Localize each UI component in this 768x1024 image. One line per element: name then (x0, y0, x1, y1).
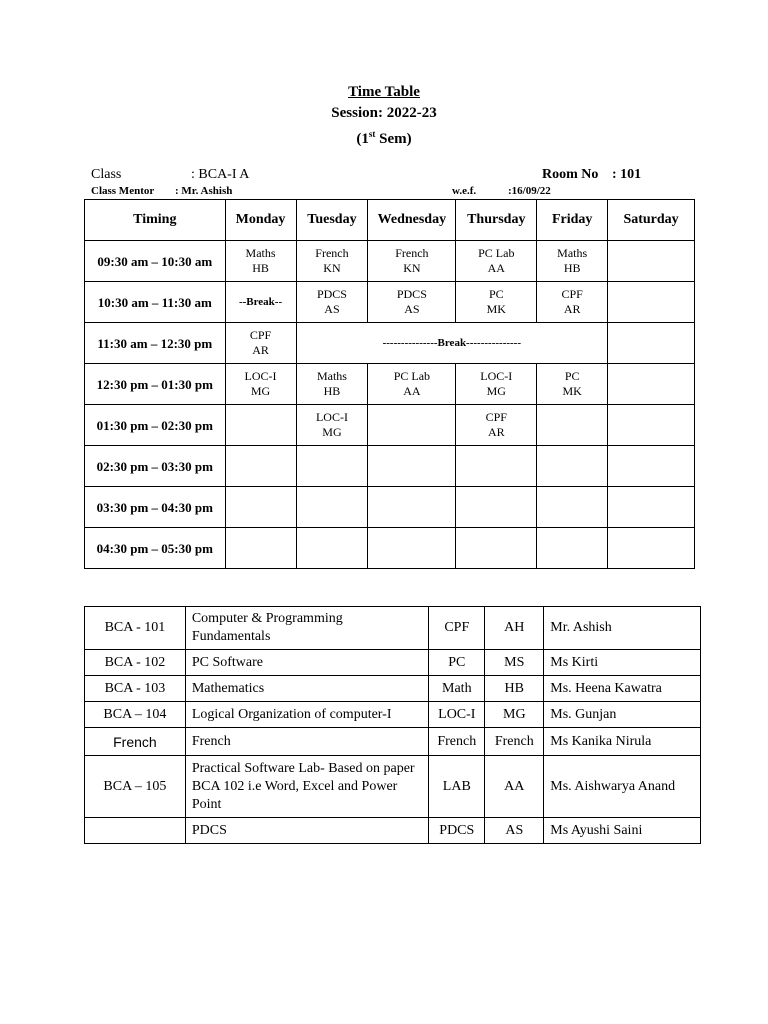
timing-cell: 11:30 am – 12:30 pm (85, 323, 226, 364)
teacher-initials: MS (485, 650, 544, 676)
subject: Maths (316, 369, 347, 383)
slot-cell-empty (537, 405, 608, 446)
subject: LOC-I (315, 410, 348, 424)
header-friday: Friday (537, 200, 608, 241)
slot-cell-empty (225, 528, 296, 569)
slot-cell (296, 405, 368, 446)
teacher-name: Ms Ayushi Saini (544, 818, 701, 844)
slot-cell (537, 241, 608, 282)
table-row (85, 756, 701, 818)
teacher: MG (486, 384, 506, 398)
header-tuesday: Tuesday (296, 200, 368, 241)
teacher-name: Ms. Heena Kawatra (544, 676, 701, 702)
teacher-name: Ms Kirti (544, 650, 701, 676)
sem-close: Sem) (375, 131, 412, 147)
slot-cell-empty (537, 446, 608, 487)
teacher-name: Ms. Aishwarya Anand (544, 756, 701, 818)
page-title: Time Table (348, 84, 420, 100)
subject: PC (564, 369, 580, 383)
wef-label: w.e.f. (452, 185, 477, 197)
slot-cell-empty (225, 487, 296, 528)
title-block (0, 82, 768, 150)
slot-cell-empty (368, 528, 456, 569)
teacher-initials: MG (485, 702, 544, 728)
teacher-initials: HB (485, 676, 544, 702)
teacher: MK (562, 384, 582, 398)
wef-value: :16/09/22 (508, 185, 551, 197)
teacher: AR (252, 343, 269, 357)
slot-cell-empty (225, 405, 296, 446)
slot-cell (456, 364, 537, 405)
subject-code: BCA – 104 (85, 702, 186, 728)
slot-cell (225, 323, 296, 364)
slot-cell (368, 282, 456, 323)
slot-cell-empty (368, 446, 456, 487)
slot-cell-empty (456, 446, 537, 487)
semester-label (0, 124, 768, 150)
slot-cell (368, 241, 456, 282)
room-value: : 101 (612, 167, 642, 182)
subject-code: BCA - 102 (85, 650, 186, 676)
slot-cell-empty (608, 446, 695, 487)
slot-cell-empty (608, 405, 695, 446)
header-saturday: Saturday (608, 200, 695, 241)
slot-cell-empty (608, 364, 695, 405)
teacher-name: Ms Kanika Nirula (544, 728, 701, 756)
timing-cell: 04:30 pm – 05:30 pm (85, 528, 226, 569)
subject: PC Lab (478, 246, 515, 260)
teacher: MK (486, 302, 506, 316)
sem-sup: st (368, 129, 376, 139)
subject-abbr: LAB (429, 756, 485, 818)
subject-name: Computer & Programming Fundamentals (185, 607, 428, 650)
table-row (85, 487, 695, 528)
slot-cell-empty (608, 528, 695, 569)
slot-cell-empty (296, 487, 368, 528)
subject-abbr: CPF (429, 607, 485, 650)
slot-cell-empty (225, 446, 296, 487)
table-row (85, 728, 701, 756)
subject-code: BCA - 103 (85, 676, 186, 702)
subject-name: Practical Software Lab- Based on paper BCA 102 i.e Word, Excel and Power Point (185, 756, 428, 818)
subject-code: BCA - 101 (85, 607, 186, 650)
subject-code: BCA – 105 (85, 756, 186, 818)
timing-cell: 12:30 pm – 01:30 pm (85, 364, 226, 405)
slot-cell (296, 364, 368, 405)
teacher-name: Mr. Ashish (544, 607, 701, 650)
table-row (85, 405, 695, 446)
slot-cell-empty (608, 323, 695, 364)
slot-cell (296, 241, 368, 282)
slot-cell-empty (368, 487, 456, 528)
teacher: AS (404, 302, 420, 316)
break-cell: --Break-- (225, 282, 296, 323)
slot-cell (225, 364, 296, 405)
timetable-header-row (85, 200, 695, 241)
teacher-initials: AH (485, 607, 544, 650)
subject-abbr: PC (429, 650, 485, 676)
timetable (84, 199, 695, 569)
subject-name: Mathematics (185, 676, 428, 702)
table-row (85, 282, 695, 323)
timing-cell: 01:30 pm – 02:30 pm (85, 405, 226, 446)
subject: PC Lab (393, 369, 431, 383)
subject-code (85, 818, 186, 844)
subject-abbr: French (429, 728, 485, 756)
subject-name: PC Software (185, 650, 428, 676)
timing-cell: 10:30 am – 11:30 am (85, 282, 226, 323)
teacher: AR (563, 302, 581, 316)
teacher: HB (323, 384, 341, 398)
slot-cell (456, 282, 537, 323)
teacher-initials: AS (485, 818, 544, 844)
header-timing: Timing (85, 200, 226, 241)
teacher: AA (403, 384, 421, 398)
class-label: Class (91, 167, 122, 182)
subject-table (84, 606, 701, 844)
break-cell: ---------------Break--------------- (296, 323, 608, 364)
header-wednesday: Wednesday (368, 200, 456, 241)
header-thursday: Thursday (456, 200, 537, 241)
slot-cell-empty (296, 446, 368, 487)
teacher-initials: French (485, 728, 544, 756)
table-row (85, 702, 701, 728)
slot-cell-empty (608, 282, 695, 323)
teacher: KN (323, 261, 341, 275)
subject: CPF (561, 287, 583, 301)
slot-cell (456, 405, 537, 446)
subject: PC (488, 287, 504, 301)
subject: LOC-I (480, 369, 513, 383)
subject-name: Logical Organization of computer-I (185, 702, 428, 728)
teacher: MG (250, 384, 271, 398)
slot-cell (537, 282, 608, 323)
timing-cell: 03:30 pm – 04:30 pm (85, 487, 226, 528)
slot-cell-empty (537, 528, 608, 569)
room-label: Room No (542, 167, 599, 182)
teacher: KN (403, 261, 421, 275)
subject: CPF (485, 410, 507, 424)
subject-abbr: LOC-I (429, 702, 485, 728)
subject: Maths (245, 246, 276, 260)
subject-abbr: Math (429, 676, 485, 702)
slot-cell (537, 364, 608, 405)
table-row (85, 818, 701, 844)
mentor-value: : Mr. Ashish (175, 185, 233, 197)
teacher-initials: AA (485, 756, 544, 818)
mentor-label: Class Mentor (91, 185, 155, 197)
slot-cell (296, 282, 368, 323)
subject-name: French (185, 728, 428, 756)
teacher: AA (487, 261, 505, 275)
subject-name: PDCS (185, 818, 428, 844)
slot-cell (368, 364, 456, 405)
table-row (85, 241, 695, 282)
subject: French (315, 246, 349, 260)
subject: CPF (249, 328, 272, 342)
slot-cell-empty (537, 487, 608, 528)
subject-code: French (85, 728, 186, 756)
subject: French (395, 246, 429, 260)
teacher: HB (252, 261, 269, 275)
subject: PDCS (396, 287, 427, 301)
teacher: AS (324, 302, 340, 316)
table-row (85, 676, 701, 702)
subject: LOC-I (244, 369, 277, 383)
slot-cell (456, 241, 537, 282)
slot-cell-empty (608, 487, 695, 528)
timing-cell: 09:30 am – 10:30 am (85, 241, 226, 282)
teacher-name: Ms. Gunjan (544, 702, 701, 728)
slot-cell-empty (368, 405, 456, 446)
slot-cell-empty (296, 528, 368, 569)
slot-cell-empty (456, 528, 537, 569)
class-value: : BCA-I A (191, 167, 250, 182)
slot-cell (225, 241, 296, 282)
table-row (85, 650, 701, 676)
teacher: HB (563, 261, 581, 275)
slot-cell-empty (456, 487, 537, 528)
session-label: Session: 2022-23 (331, 105, 437, 121)
teacher: MG (322, 425, 342, 439)
table-row (85, 607, 701, 650)
header-monday: Monday (225, 200, 296, 241)
sem-open: (1 (356, 131, 369, 147)
teacher: AR (487, 425, 505, 439)
table-row (85, 364, 695, 405)
subject: Maths (557, 246, 588, 260)
timing-cell: 02:30 pm – 03:30 pm (85, 446, 226, 487)
slot-cell-empty (608, 241, 695, 282)
table-row (85, 323, 695, 364)
subject: PDCS (316, 287, 347, 301)
table-row (85, 528, 695, 569)
table-row (85, 446, 695, 487)
subject-abbr: PDCS (429, 818, 485, 844)
